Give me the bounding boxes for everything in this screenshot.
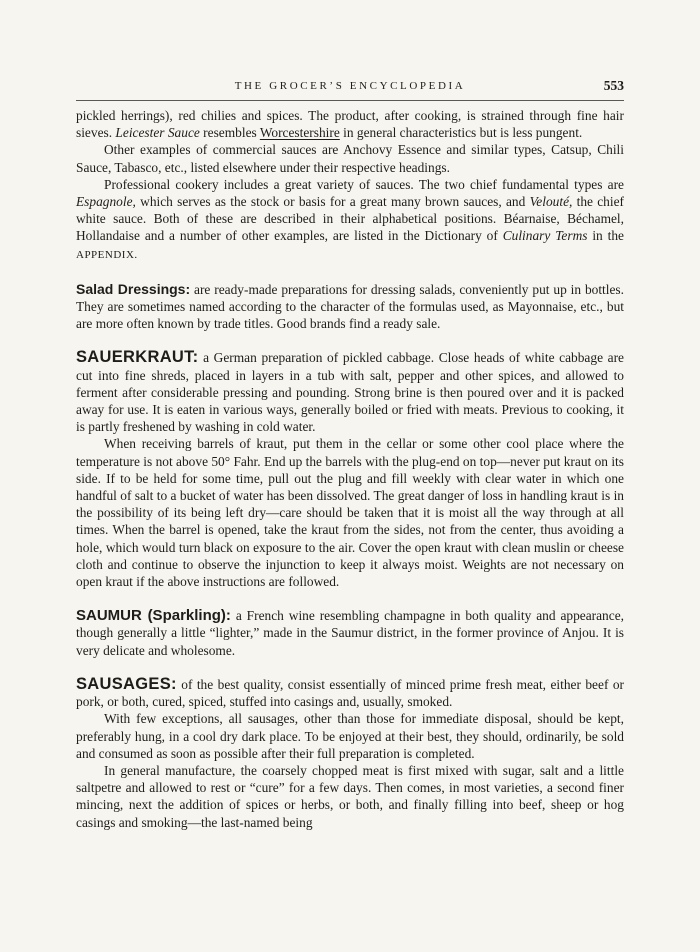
sauces-paragraph-1: pickled herrings), red chilies and spices. The product, after cooking, is strained through fine hair sieves. Leicester Sauce resembles Worcestershire in general characteristics but is less pungent.	[76, 108, 624, 141]
entry-heading-sausages: SAUSAGES:	[76, 674, 177, 693]
sauerkraut-paragraph-2: When receiving barrels of kraut, put them in the cellar or some other cool place where the temperature is not above 50° Fahr. End up the barrels with the plug-end on top—never put kraut on its side. If to be held for some time, pull out the plug and fill weekly with clear water in which one handful of salt to a bucket of water has been dissolved. The great danger of loss in handling kraut is in the possibility of its being left dry—care should be taken that it is moist all the way through at all times. When the barrel is opened, take the kraut from the sides, not from the center, thus avoiding a hole, which would turn black on exposure to the air. Cover the open kraut with clean muslin or cheese cloth and continue to observe the injunction to keep it always moist. Weights are not necessary on open kraut if the above instructions are followed.	[76, 436, 624, 590]
sauces-paragraph-3: Professional cookery includes a great variety of sauces. The two chief fundamental types are Espagnole, which serves as the stock or basis for a great many brown sauces, and Velouté, the chief white sauce. Both of these are described in their alphabetical positions. Béarnaise, Béchamel, Hollandaise and a number of other examples, are listed in the Dictionary of Culinary Terms in the APPENDIX.	[76, 176, 624, 261]
entry-sauerkraut	[76, 349, 624, 590]
header-rule	[76, 100, 624, 101]
entry-heading-sauerkraut: SAUERKRAUT:	[76, 348, 199, 367]
sausages-paragraph-3: In general manufacture, the coarsely chopped meat is first mixed with sugar, salt and a little saltpetre and allowed to rest or “cure” for a few days. Then comes, in most varieties, a second finer mincing, next the addition of spices or herbs, or both, and finally filling into beef, sheep or hog casings and smoking—the last-named being	[76, 762, 624, 830]
sauces-paragraph-2: Other examples of commercial sauces are Anchovy Essence and similar types, Catsup, Chili Sauce, Tabasco, etc., listed elsewhere under their respective headings.	[76, 142, 624, 175]
entry-salad-dressings	[76, 281, 624, 333]
entry-sausages	[76, 676, 624, 831]
entry-saumur	[76, 607, 624, 659]
leicester-sauce-term: Leicester Sauce	[115, 125, 200, 141]
espagnole-term: Espagnole,	[76, 194, 136, 210]
veloute-term: Velouté,	[529, 194, 573, 210]
worcestershire-term: Worcestershire	[259, 125, 340, 141]
culinary-terms-ref: Culinary Terms	[502, 228, 588, 244]
running-title: THE GROCER’S ENCYCLOPEDIA	[234, 80, 466, 92]
sausages-paragraph-1: of the best quality, consist essentially of minced prime fresh meat, either beef or pork, or both, cured, spiced, stuffed into casings and, usually, smoked.	[76, 676, 624, 710]
entry-heading-salad-dressings: Salad Dressings:	[76, 280, 191, 297]
saumur-text: a French wine resembling champagne in both quality and appearance, though generally a little “lighter,” made in the Saumur district, in the former province of Anjou. It is very delicate and wholesome.	[76, 608, 624, 658]
sauerkraut-paragraph-1: a German preparation of pickled cabbage. Close heads of white cabbage are cut into fine shreds, placed in layers in a tub with salt, pepper and other spices, and allowed to ferment after considerable pressing and pounding. Strong brine is then poured over and it is packed away for use. It is eaten in various ways, generally boiled or fried with meats. Previous to cooking, it is partly freshened by washing in cold water.	[76, 350, 624, 435]
page-number: 553	[603, 78, 624, 93]
running-header	[76, 78, 624, 98]
sausages-paragraph-2: With few exceptions, all sausages, other than those for immediate disposal, should be kept, preferably hung, in a cool dry dark place. To be enjoyed at their best, they should, ordinarily, be sold and consumed as soon as possible after their full preparation is completed.	[76, 711, 624, 761]
entry-heading-saumur: SAUMUR (Sparkling):	[76, 607, 231, 625]
appendix-ref: APPENDIX.	[76, 248, 138, 261]
page-body	[76, 107, 624, 831]
salad-dressings-text: are ready-made preparations for dressing salads, conveniently put up in bottles. They are sometimes named according to the character of the formulas used, as Mayonnaise, etc., but are more often known by trade titles. Good brands find a ready sale.	[76, 281, 624, 332]
